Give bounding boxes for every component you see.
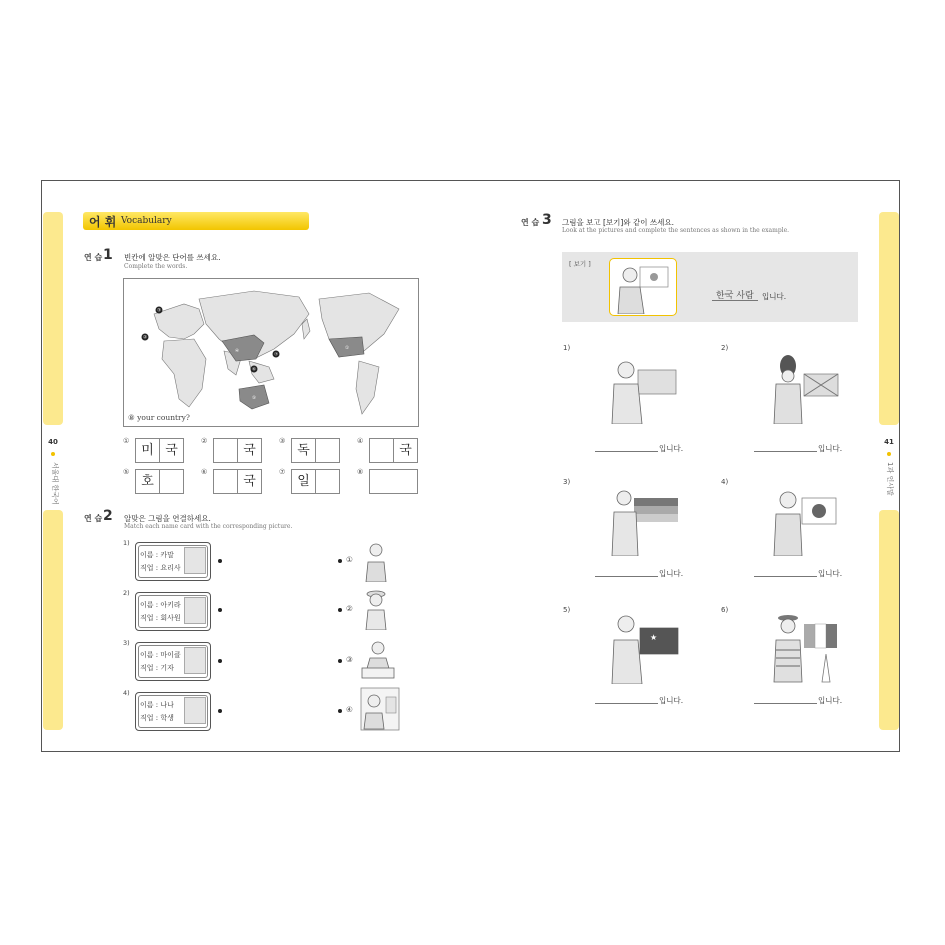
- answer-line-1: [595, 451, 658, 452]
- card-job: 직업 : 학생: [140, 714, 174, 722]
- exercise3-label: 연 습: [521, 218, 540, 227]
- right-page-number: 41: [884, 438, 894, 446]
- name-card-4: [135, 692, 211, 731]
- answer-item-number-1: 1): [563, 344, 571, 352]
- exercise1-label: 연 습: [84, 253, 103, 262]
- vocabulary-header-english: Vocabulary: [121, 216, 172, 226]
- card-name: 이름 : 카말: [140, 551, 174, 559]
- answer-line-3: [595, 576, 658, 577]
- example-answer: 한국 사람: [716, 291, 754, 301]
- card-number-2: 2): [123, 589, 130, 597]
- word-box-7b[interactable]: [315, 469, 340, 494]
- map-marker-6: ⑥: [251, 367, 257, 373]
- card-dot-3[interactable]: [218, 659, 222, 663]
- word-number-2: ②: [201, 437, 208, 445]
- chef-picture: [360, 540, 392, 582]
- card-job: 직업 : 기자: [140, 664, 174, 672]
- right-side-tab-bottom: [879, 510, 899, 730]
- left-page-dot: [51, 452, 55, 456]
- map-marker-3: ③: [156, 308, 162, 314]
- word-number-5: ⑤: [123, 468, 130, 476]
- example-panel: [562, 252, 858, 322]
- word-number-6: ⑥: [201, 468, 208, 476]
- example-answer-line: [712, 300, 758, 301]
- picture-number-3: ③: [346, 655, 353, 664]
- answer-suffix-2: 입니다.: [818, 444, 843, 453]
- answer-item-number-2: 2): [721, 344, 729, 352]
- word-box-6b[interactable]: 국: [237, 469, 262, 494]
- word-box-6a[interactable]: [213, 469, 238, 494]
- name-card-2: [135, 592, 211, 631]
- card-name: 이름 : 마이클: [140, 651, 181, 659]
- left-side-tab-top: [43, 212, 63, 425]
- uk-flag-picture: [770, 354, 842, 424]
- vocabulary-header-bar: [83, 212, 309, 230]
- card-dot-4[interactable]: [218, 709, 222, 713]
- card-photo: [184, 697, 206, 724]
- answer-item-number-3: 3): [563, 478, 571, 486]
- exercise1-number: 1: [103, 247, 113, 263]
- answer-line-4: [754, 576, 817, 577]
- left-page-number: 40: [48, 438, 58, 446]
- word-box-8[interactable]: [369, 469, 418, 494]
- word-number-3: ③: [279, 437, 286, 445]
- answer-item-number-5: 5): [563, 606, 571, 614]
- picture-dot-1[interactable]: [338, 559, 342, 563]
- word-number-4: ④: [357, 437, 364, 445]
- picture-number-4: ④: [346, 705, 353, 714]
- office-worker-picture: [360, 588, 392, 630]
- right-side-text: 1과 인사말: [886, 462, 894, 496]
- answer-line-6: [754, 703, 817, 704]
- exercise3-subtitle: Look at the pictures and complete the sentences as shown in the example.: [562, 227, 790, 234]
- map-marker-2: ②: [142, 335, 148, 341]
- card-name: 이름 : 나나: [140, 701, 174, 709]
- map-marker-5: ⑤: [251, 396, 257, 401]
- word-box-4b[interactable]: 국: [393, 438, 418, 463]
- exercise2-title: 알맞은 그림을 연결하세요.: [124, 514, 211, 523]
- answer-line-5: [595, 703, 658, 704]
- exercise1-title: 빈칸에 알맞은 단어를 쓰세요.: [124, 253, 221, 262]
- answer-line-2: [754, 451, 817, 452]
- word-box-2a[interactable]: [213, 438, 238, 463]
- japan-flag-picture: [770, 486, 842, 556]
- card-photo: [184, 597, 206, 624]
- card-name: 이름 : 아키라: [140, 601, 181, 609]
- world-map-drawing: [124, 279, 418, 426]
- student-picture: [360, 687, 400, 731]
- card-photo: [184, 547, 206, 574]
- answer-item-number-4: 4): [721, 478, 729, 486]
- vocabulary-header-korean: 어 휘: [89, 215, 117, 229]
- australia-flag-picture: [608, 354, 680, 424]
- answer-suffix-1: 입니다.: [659, 444, 684, 453]
- answer-suffix-4: 입니다.: [818, 569, 843, 578]
- card-job: 직업 : 요리사: [140, 564, 181, 572]
- example-suffix: 입니다.: [762, 292, 787, 301]
- exercise2-number: 2: [103, 508, 113, 524]
- word-box-7a[interactable]: 일: [291, 469, 316, 494]
- answer-suffix-3: 입니다.: [659, 569, 684, 578]
- example-picture: [609, 258, 677, 316]
- world-map: [123, 278, 419, 427]
- picture-number-2: ②: [346, 604, 353, 613]
- svg-text:★: ★: [650, 633, 658, 642]
- card-job: 직업 : 회사원: [140, 614, 181, 622]
- hanbok-woman-drawing: [610, 259, 675, 314]
- word-box-3a[interactable]: 독: [291, 438, 316, 463]
- exercise3-number: 3: [542, 212, 552, 228]
- answer-item-number-6: 6): [721, 606, 729, 614]
- picture-number-1: ①: [346, 555, 353, 564]
- card-photo: [184, 647, 206, 674]
- example-label: [ 보기 ]: [569, 260, 591, 268]
- exercise3-title: 그림을 보고 [보기]와 같이 쓰세요.: [562, 218, 674, 227]
- name-card-1: [135, 542, 211, 581]
- word-box-4a[interactable]: [369, 438, 394, 463]
- map-marker-7: ⑦: [273, 352, 279, 358]
- exercise2-label: 연 습: [84, 514, 103, 523]
- name-card-3: [135, 642, 211, 681]
- picture-dot-3[interactable]: [338, 659, 342, 663]
- word-box-5a[interactable]: 호: [135, 469, 160, 494]
- picture-dot-4[interactable]: [338, 709, 342, 713]
- card-number-1: 1): [123, 539, 130, 547]
- word-box-1a[interactable]: 미: [135, 438, 160, 463]
- germany-flag-picture: [610, 482, 682, 556]
- left-side-tab-bottom: [43, 510, 63, 730]
- word-box-5b[interactable]: [159, 469, 184, 494]
- word-box-2b[interactable]: 국: [237, 438, 262, 463]
- card-dot-2[interactable]: [218, 608, 222, 612]
- word-box-1b[interactable]: 국: [159, 438, 184, 463]
- exercise2-subtitle: Match each name card with the corresponding picture.: [124, 523, 293, 530]
- exercise1-subtitle: Complete the words.: [124, 263, 188, 270]
- map-marker-1: ①: [344, 346, 350, 351]
- card-dot-1[interactable]: [218, 559, 222, 563]
- france-flag-picture: [770, 610, 842, 684]
- word-number-1: ①: [123, 437, 130, 445]
- right-page-dot: [887, 452, 891, 456]
- word-box-3b[interactable]: [315, 438, 340, 463]
- china-flag-picture: [610, 610, 682, 684]
- answer-suffix-6: 입니다.: [818, 696, 843, 705]
- reporter-picture: [360, 638, 396, 680]
- answer-suffix-5: 입니다.: [659, 696, 684, 705]
- map-marker-4: ④: [234, 349, 240, 354]
- card-number-3: 3): [123, 639, 130, 647]
- word-number-8: ⑧: [357, 468, 364, 476]
- left-side-text: 서울대 한국어: [51, 462, 59, 505]
- picture-dot-2[interactable]: [338, 608, 342, 612]
- word-number-7: ⑦: [279, 468, 286, 476]
- map-caption: ⑧ your country?: [128, 413, 190, 422]
- card-number-4: 4): [123, 689, 130, 697]
- right-side-tab-top: [879, 212, 899, 425]
